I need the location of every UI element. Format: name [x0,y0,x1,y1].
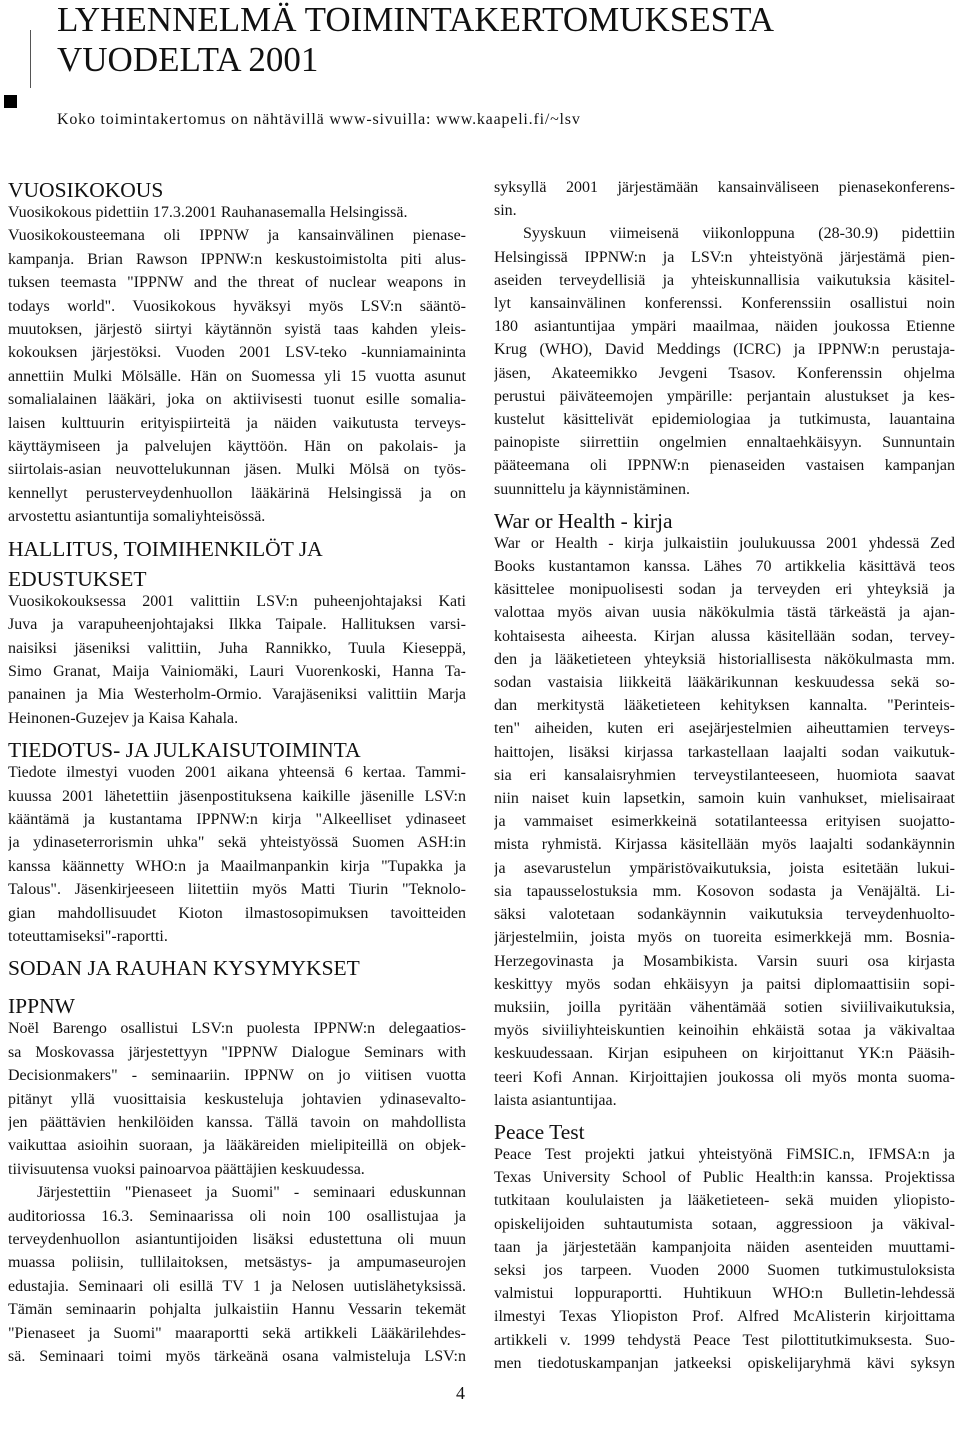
text-line: men tiedotuskampanjan jatkeeksi opiskelijaryhmä kävi syksyn [494,1354,955,1372]
heading-line: War or Health - kirja [494,508,673,533]
text-line: valmistui loppuraportti. Huhtikuun WHO:n Bulletin-lehdessä [494,1285,955,1303]
text-line: seksi jos tarpeen. Vuoden 2000 Suomen tutkimustuloksista [494,1261,955,1279]
text-line: pääteemana oli IPPNW:n pienaseiden vastaisen kampanjan [494,457,955,475]
heading-line: HALLITUS, TOIMIHENKILÖT JA [8,536,323,561]
page-number: 4 [456,1383,465,1403]
square-bullet-icon [4,95,17,108]
text-line: sin. [494,202,517,220]
text-line: Heinonen-Guzejev ja Kaisa Kahala. [8,709,239,727]
text-line: somalialainen lääkäri, joka on aktiivisesti tuonut esille somalia- [8,391,466,409]
text-line: Decisionmakers" - seminaariin. IPPNW on jo viitisen vuotta [8,1067,466,1085]
text-line: kustelut käsittelivät epidemiologiaa ja tutkimusta, lauantaina [494,411,955,429]
text-line: käsittelee monipuolisesti sodan ja terveyden eri yhteyksiä ja [494,581,955,599]
heading-line: EDUSTUKSET [8,566,147,591]
section-heading [8,953,466,983]
text-line: War or Health - kirja julkaistiin joulukuussa 2001 yhdessä Zed [494,534,955,552]
right-column [494,176,955,1375]
text-line: Books kustantamon kanssa. Lähes 70 artikkelia käsittävä teos [494,558,955,576]
text-line: kampanja. Brian Rawson IPPNW:n keskustoimistolta piti alus- [8,250,466,268]
heading-line: IPPNW [8,994,75,1019]
text-line: käyttäymiseen ja palvelujen käyttöön. Hän on pakolais- ja [8,438,466,456]
text-line: Tämän seminaarin pohjalta julkaistiin Hannu Vessarin tekemät [8,1301,466,1319]
text-line: ja vammaiset esimerkkeinä sotatilanteessa erityisen suojatto- [494,813,955,831]
text-line: 180 asiantuntijaa ympäri maailmaa, näiden joukossa Etienne [494,318,955,336]
paragraph [494,176,955,222]
text-line: teeri Kofi Annan. Kirjoittajien joukossa oli myös monta suoma- [494,1068,955,1086]
vertical-rule [30,30,31,88]
heading-line: VUOSIKOKOUS [8,178,164,202]
text-line: suunnittelu ja käynnistäminen. [494,480,690,498]
text-line: auditoriossa 16.3. Seminaarissa oli noin 100 osallistujaa ja [8,1207,466,1225]
text-line: kanssa käännetty WHO:n ja Maailmanpankin kirja "Tupakka ja [8,857,466,875]
text-line: sä. Seminaari toimi myös tärkeänä osana valmisteluja LSV:n [8,1348,466,1366]
text-line: kääntämä ja kustantama IPPNW:n kirja "Alkeelliset ydinaseet [8,810,466,828]
text-line: kuussa 2001 lähetettiin jäsenpostituksena kaikille jäsenille LSV:n [8,787,466,805]
heading-line: TIEDOTUS- JA JULKAISUTOIMINTA [8,738,361,763]
text-line: toteuttamiseksi"-raportti. [8,927,168,945]
text-line: siirtolais-asian neuvottelukunnan jäsen. Mulki Mölsä on työs- [8,461,466,479]
text-line: perustui päiväteemojen ympärille: perjantain alustukset ja kes- [494,387,955,405]
text-line: Texas University School of Public Health:in kanssa. Projektissa [494,1169,955,1187]
text-line: mista ryhmistä. Kirjassa käsitellään myös laajalti sodankäynnin [494,836,955,854]
text-line: valottaa myös aivan uusia näkökulmia tästä tärkeästä ja ajan- [494,604,955,622]
paragraph [494,1143,955,1375]
text-line: Vuosikokous pidettiin 17.3.2001 Rauhanasemalla Helsingissä. [8,204,408,221]
paragraph [494,222,955,500]
text-line: Järjestettiin "Pienaseet ja Suomi" - seminaari eduskunnan [37,1184,466,1202]
text-line: pitänyt yllä vuosittaisia keskusteluja johtavien ydinasevalto- [8,1090,466,1108]
text-line: aseiden terveydellisiä ja yhteiskunnallisia vaikutuksia käsitel- [494,271,955,289]
text-line: Helsingissä IPPNW:n ja LSV:n yhteistyönä järjestämä pien- [494,248,955,266]
text-line: kennellyt perusterveydenhuollon lääkärinä Helsingissä ja on [8,484,466,502]
text-line: den ja lääketieteen yhteyksiä historiallisesta näkökulmasta mm. [494,650,955,668]
text-line: terveydenhuollon asiantuntijoiden lisäksi edustettuna oli muun [8,1231,466,1249]
text-line: sodan vastaisia liikkeitä lääkärikunnan keskuudessa sekä so- [494,674,955,692]
text-line: syksyllä 2001 järjestämään kansainväliseen pienasekonferens- [494,179,955,196]
text-line: Vuosikokouksessa 2001 valittiin LSV:n puheenjohtajaksi Kati [8,592,466,610]
text-line: "Pienaseet ja Suomi" maaraportti sekä artikkeli Lääkärilehdes- [8,1324,466,1342]
text-line: tutkitaan koululaisten ja lääketieteen- sekä muiden yliopisto- [494,1192,955,1210]
text-line: sia eri kansalaisryhmien terveystilanteeseen, huomiota saavat [494,766,955,784]
text-line: kokouksen järjestöksi. Vuoden 2001 LSV-teko -kunniamaininta [8,344,466,362]
text-line: ilmestyi Texas Yliopiston Prof. Alfred McAlisterin kirjoittama [494,1308,955,1326]
text-line: kohtaisesta aiheesta. Kirjan alussa käsitellään sodan, tervey- [494,627,955,645]
text-line: säksi valotetaan sodankäynnin vaikutuksia terveydenhuolto- [494,906,955,924]
text-line: niin naiset kuin lapsetkin, samoin kuin vanhukset, mielisairaat [494,790,955,808]
text-line: myös siviiliyhteiskuntien keinoihin ehkäistä sotaa ja väkivaltaa [494,1022,955,1040]
paragraph [8,201,466,224]
text-line: haittojen, lisäksi kirjassa tarkastellaan laajalti sodan vaikutuk- [494,743,955,761]
subtitle: Koko toimintakertomus on nähtävillä www-sivuilla: www.kaapeli.fi/~lsv [57,111,581,128]
text-line: todays world". Vuosikokous hyväksyi myös LSV:n sääntö- [8,297,466,315]
text-line: Tiedote ilmestyi vuoden 2001 aikana yhteensä 6 kertaa. Tammi- [8,764,466,782]
text-line: jen päättävien henkilöiden kanssa. Tällä tavoin on mahdollista [8,1114,466,1131]
text-line: Talous". Jäsenkirjeeseen liitettiin myös Matti Tiurin "Teknolo- [8,881,466,899]
section-heading [8,534,466,594]
text-line: Krug (WHO), David Meddings (ICRC) ja IPPNW:n perustaja- [494,341,955,359]
text-line: Juva ja varapuheenjohtajaksi Ilkka Taipale. Hallituksen varsi- [8,616,466,634]
text-line: ja ydinaseterrorismin uhka" sekä yhteistyössä Suomen ASH:in [8,834,466,852]
text-line: Noël Barengo osallistui LSV:n puolesta IPPNW:n delegaatios- [8,1020,466,1038]
text-line: järjestelmiin, joista myös on tuoreita esimerkkejä mm. Bosnia- [494,929,955,947]
text-line: sia tapausselostuksia mm. Kosovon sodasta ja Venäjältä. Li- [494,882,955,900]
text-line: laista asiantuntijaa. [494,1091,617,1109]
text-line: tuksen teemasta "IPPNW and the threat of nuclear weapons in [8,274,466,292]
text-line: lyt kansainvälinen konferenssi. Konferenssiin osallistui noin [494,295,955,313]
text-line: sa Moskovassa järjestettyyn "IPPNW Dialogue Seminars with [8,1043,466,1061]
text-line: taan ja järjestetään kampanjoita näiden asenteiden muuttami- [494,1238,955,1256]
text-line: vaikuttaa asioihin suoraan, ja lääkäreiden mielipiteillä on objek- [8,1137,466,1155]
title-line: VUODELTA 2001 [57,40,319,79]
paragraph [8,761,466,948]
heading-line: SODAN JA RAUHAN KYSYMYKSET [8,956,360,981]
text-line: laisen kulttuurin erityispiirteitä ja näiden vaikutusta terveys- [8,414,466,432]
paragraph [8,1017,466,1181]
text-line: gian mahdollisuudet Kioton ilmastosopimuksen tavoitteiden [8,904,466,922]
text-line: muassa poliisin, tullilaitoksen, metsästys- ja ampumaseurojen [8,1254,466,1272]
text-line: ten" aiheiden, kuten eri asejärjestelmien aiheuttamien terveys- [494,720,955,738]
text-line: artikkeli v. 1999 tehdystä Peace Test pilottitutkimuksesta. Suo- [494,1331,955,1349]
text-line: naisiksi jäseniksi valittiin, Juha Rannikko, Tuula Kieseppä, [8,639,466,657]
heading-line: Peace Test [494,1119,585,1144]
paragraph [494,532,955,1112]
paragraph [8,1181,466,1368]
text-line: keskuudessaan. Kirjan esipuheen on kirjoittanut YK:n Pääsih- [494,1045,955,1063]
text-line: Vuosikokousteemana oli IPPNW ja kansainvälinen pienase- [8,227,466,245]
text-line: arvostettu asiantuntija somaliyhteisössä. [8,508,266,526]
text-line: Syyskuun viimeisenä viikonloppuna (28-30.9) pidettiin [523,225,955,243]
text-line: painopiste siirrettiin ongelmien ennaltaehkäisyyn. Sunnuntain [494,434,955,452]
paragraph [8,590,466,730]
text-line: Herzegovinasta ja Mosambikista. Varsin suuri osa kirjasta [494,952,955,970]
page-title [57,0,774,80]
left-column [8,175,466,1368]
text-line: tiivisuutensa vuoksi painoarvoa päättäjien keskuudessa. [8,1160,365,1178]
text-line: muksiin, joilla pyritään vähentämää sotien siviilivaikutuksia, [494,998,955,1016]
text-line: annettiin Mulki Mölsälle. Hän on Suomessa yli 15 vuotta asunut [8,367,466,385]
text-line: muutoksen, järjestö siirtyi käytännön syistä taas kahden yleis- [8,321,466,339]
text-line: Peace Test projekti jatkui yhteistyönä FiMSIC.n, IFMSA:n ja [494,1145,955,1163]
text-line: panainen ja Mia Westerholm-Ormio. Varajäseniksi valittiin Marja [8,686,466,704]
text-line: dan merkitystä lääketieteen kehityksen kannalta. "Perinteis- [494,697,955,715]
text-line: opiskelijoiden suhtautumista sotaan, aggressioon ja väkival- [494,1215,955,1233]
text-line: keskittyy myös sodan ehkäisyyn ja paitsi diplomaattisiin sopi- [494,975,955,993]
text-line: edustajia. Seminaari oli esillä TV 1 ja Nelosen uutislähetyksissä. [8,1277,466,1295]
text-line: ja asevarustelun ympäristövaikutuksia, joista esitetään lukui- [494,859,955,877]
title-line: LYHENNELMÄ TOIMINTAKERTOMUKSESTA [57,0,774,39]
paragraph [8,224,466,528]
text-line: Simo Granat, Maija Vainiomäki, Lauri Vuorenkoski, Hanna Ta- [8,662,466,680]
text-line: jäsen, Akateemikko Jevgeni Tsasov. Konferenssin ohjelma [494,364,955,382]
